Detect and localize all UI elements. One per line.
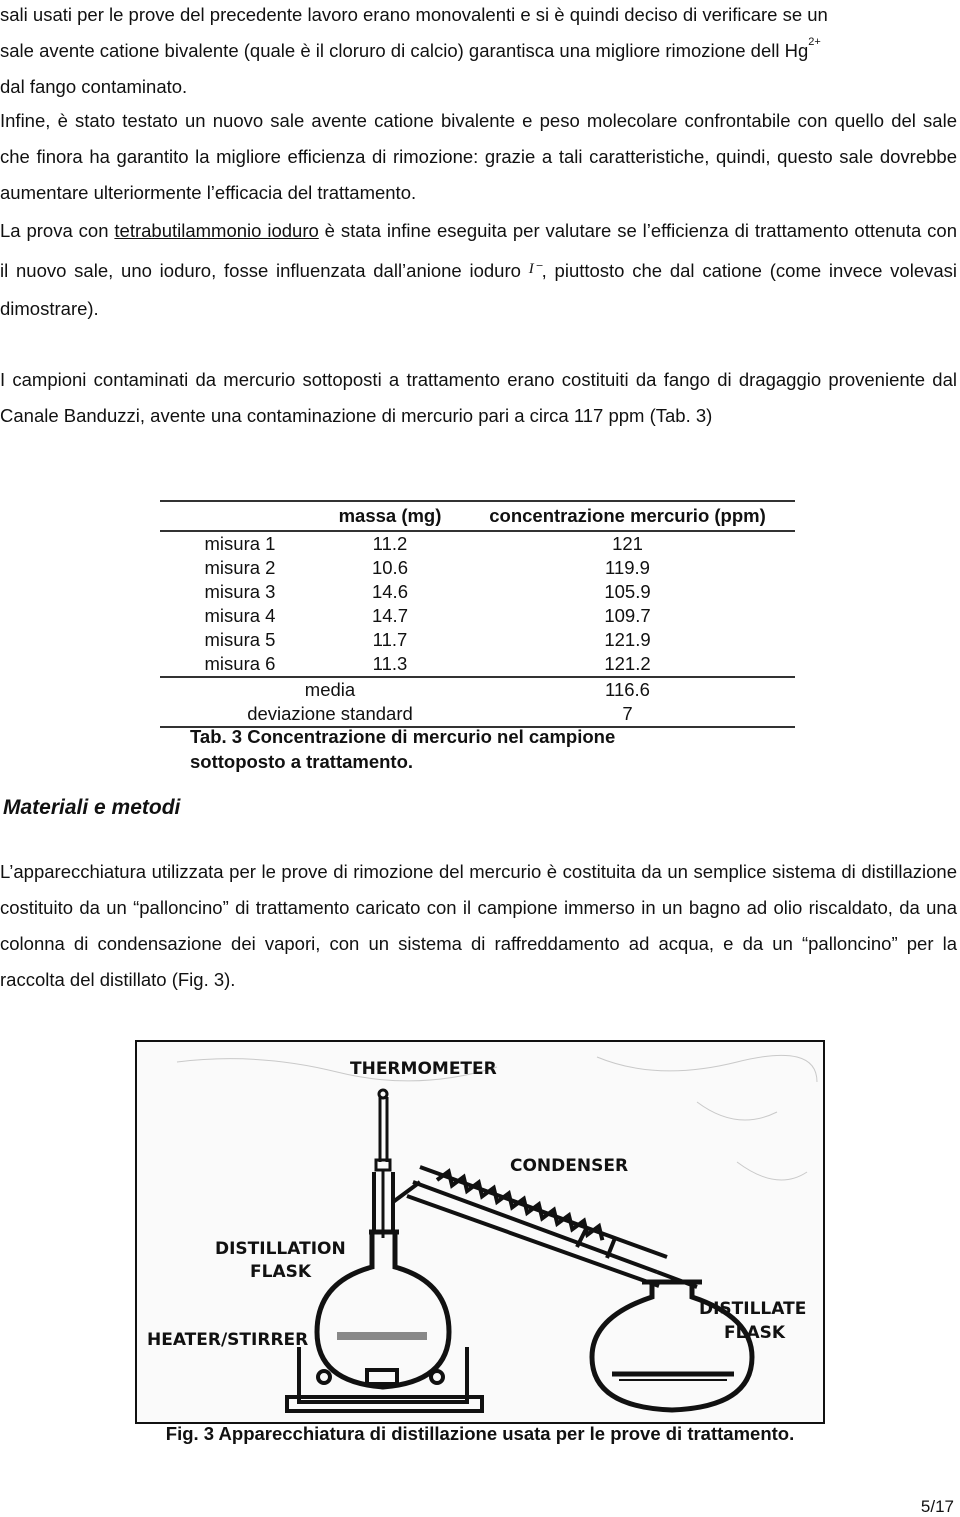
paragraph-iodide-test	[0, 212, 957, 328]
background-map-lines	[177, 1055, 817, 1180]
compound-link[interactable]: tetrabutilammonio ioduro	[114, 220, 319, 241]
table-cell: 11.7	[372, 629, 408, 650]
label-condenser: CONDENSER	[510, 1156, 629, 1176]
table-cell: 121.9	[604, 629, 651, 650]
table-cell: misura 2	[204, 557, 276, 578]
condenser-icon	[407, 1167, 697, 1287]
table-row	[160, 556, 795, 580]
table-cell: 11.2	[372, 533, 408, 554]
flask-liquid	[337, 1332, 427, 1340]
table-cell: misura 5	[204, 629, 276, 650]
table-cell: 14.6	[371, 581, 408, 602]
table-row	[160, 531, 795, 556]
label-distillation-1: DISTILLATION	[215, 1239, 346, 1259]
iodide-ion-formula: I⁻	[528, 261, 542, 277]
table-header-cell: massa (mg)	[338, 505, 442, 526]
paragraph-line	[0, 33, 957, 69]
table-cell: misura 1	[204, 533, 276, 554]
sd-value: 7	[622, 703, 633, 724]
label-distillate-2: FLASK	[724, 1323, 786, 1343]
paragraph-line: sali usati per le prove del precedente lavoro erano monovalenti e si è quindi deciso di verificare se un	[0, 4, 828, 25]
table-row	[160, 580, 795, 604]
mercury-table	[160, 500, 795, 728]
label-distillate-1: DISTILLATE	[699, 1299, 807, 1319]
label-heater: HEATER/STIRRER	[147, 1330, 309, 1350]
table-cell: misura 4	[204, 605, 276, 626]
section-heading: Materiali e metodi	[3, 796, 181, 819]
label-distillation-2: FLASK	[250, 1262, 312, 1282]
paragraph-new-salt: Infine, è stato testato un nuovo sale avente catione bivalente e peso molecolare confrontabile con quello del sale che finora ha garantito la migliore efficienza di rimozione: grazie a tali caratteristiche, quindi, questo sale dovrebbe aumentare ulteriormente l’efficacia del trattamento.	[0, 110, 957, 203]
table-header-cell	[160, 501, 320, 531]
paragraph-text: La prova con	[0, 220, 115, 241]
thermometer-icon	[376, 1090, 390, 1238]
superscript-charge: 2+	[808, 36, 821, 48]
mean-label: media	[304, 679, 356, 700]
paragraph-line: dal fango contaminato.	[0, 76, 188, 97]
caption-line: Tab. 3 Concentrazione di mercurio nel campione	[190, 726, 616, 747]
table-cell: 11.3	[372, 653, 408, 674]
table-cell: 121	[612, 533, 643, 554]
label-thermometer: THERMOMETER	[350, 1059, 497, 1079]
table-cell: misura 3	[204, 581, 276, 602]
table-cell: 119.9	[605, 557, 650, 578]
table-cell: 14.7	[371, 605, 408, 626]
table-cell: 109.7	[604, 605, 651, 626]
paragraph-apparatus: L’apparecchiatura utilizzata per le prove di rimozione del mercurio è costituita da un semplice sistema di distillazione costituito da un “palloncino” di trattamento caricato con il campione immerso in un bagno ad olio riscaldato, da una colonna di condensazione dei vapori, con un sistema di raffreddamento ad acqua, e da un “palloncino” per la raccolta del distillato (Fig. 3).	[0, 861, 957, 990]
paragraph-text: , piuttosto che dal catione (come invece volevasi dimostrare).	[0, 260, 958, 319]
figure-caption: Fig. 3 Apparecchiatura di distillazione usata per le prove di trattamento.	[165, 1423, 795, 1444]
paragraph-intro	[0, 0, 957, 105]
sd-label: deviazione standard	[247, 703, 413, 724]
table-header-row	[160, 501, 795, 531]
table-cell: 105.9	[604, 581, 651, 602]
table-row	[160, 652, 795, 677]
caption-line: sottoposto a trattamento.	[190, 751, 414, 772]
distillation-head	[374, 1172, 420, 1232]
table-row	[160, 604, 795, 628]
table-header-cell: concentrazione mercurio (ppm)	[489, 505, 766, 526]
mean-value: 116.6	[605, 679, 650, 700]
page-number: 5/17	[920, 1497, 954, 1516]
table-cell: misura 6	[204, 653, 276, 674]
paragraph-text: sale avente catione bivalente (quale è il cloruro di calcio) garantisca una migliore rimozione dell Hg	[0, 40, 809, 61]
table-mean-row	[160, 677, 795, 702]
table-cell: 10.6	[371, 557, 408, 578]
paragraph-samples: I campioni contaminati da mercurio sottoposti a trattamento erano costituiti da fango di dragaggio proveniente dal Canale Banduzzi, avente una contaminazione di mercurio pari a circa 117 ppm (Tab. 3)	[0, 369, 957, 426]
paragraph-text: è stata infine eseguita per valutare se l’efficienza di trattamento ottenuta con il nuovo sale, uno ioduro, fosse influenzata dall’anione ioduro	[0, 220, 958, 281]
heater-stirrer-icon	[287, 1347, 482, 1411]
distillation-figure	[135, 1040, 825, 1424]
distillation-diagram	[137, 1042, 823, 1422]
table-row	[160, 628, 795, 652]
table-caption	[190, 724, 615, 774]
table-cell: 121.2	[604, 653, 651, 674]
